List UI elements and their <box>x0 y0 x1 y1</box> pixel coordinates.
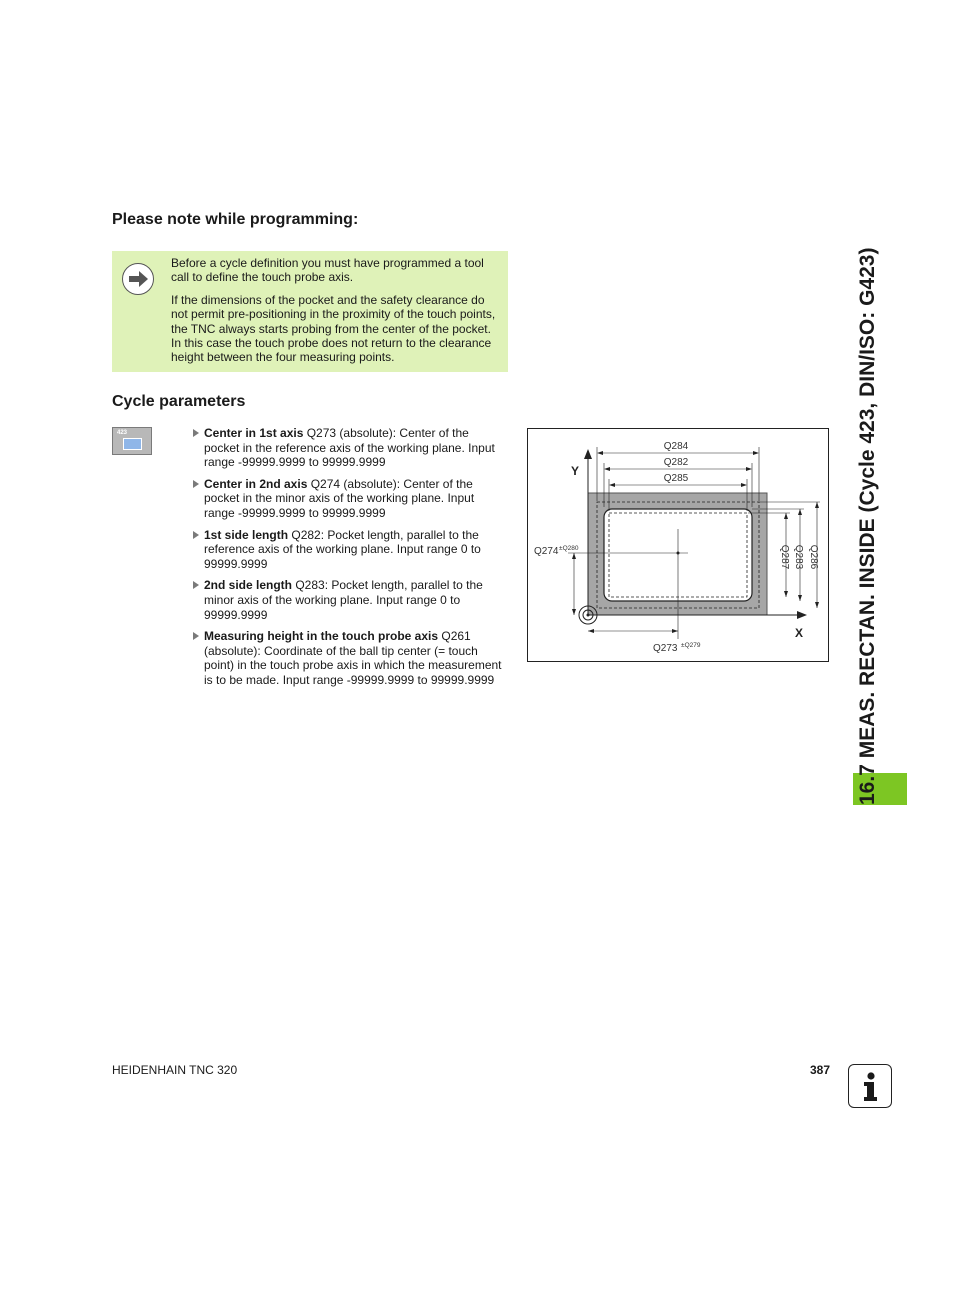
q284-label: Q284 <box>663 441 689 452</box>
param-description: Q261 (absolute): Coordinate of the ball tip center (= touch point) in the touch probe axis in which the measurement is to be made. Input range -99999.9999 to 99999.9999 <box>204 629 502 687</box>
bullet-triangle-icon <box>193 632 199 640</box>
param-description: Q282: Pocket length, parallel to the reference axis of the working plane. Input range 0 to 99999.9999 <box>204 527 481 571</box>
param-1st-side-length <box>192 528 506 572</box>
arrow-right-icon <box>122 263 154 295</box>
bullet-triangle-icon <box>193 581 199 589</box>
param-label: Center in 2nd axis <box>204 476 308 491</box>
q286-label: Q286 <box>808 544 819 570</box>
bullet-triangle-icon <box>193 531 199 539</box>
note-paragraph-1: Before a cycle definition you must have programmed a tool call to define the touch probe axis. <box>171 256 484 285</box>
bullet-triangle-icon <box>193 480 199 488</box>
cycle-parameters-heading: Cycle parameters <box>112 393 246 410</box>
q283-label: Q283 <box>793 544 804 570</box>
param-description: Q274 (absolute): Center of the pocket in the minor axis of the working plane. Input range -99999.9999 to 99999.9999 <box>204 476 475 520</box>
q282-label: Q282 <box>663 457 689 468</box>
cycle-icon-picture <box>123 438 142 450</box>
parameter-list <box>192 426 506 695</box>
axis-y-label: Y <box>571 464 580 478</box>
q285-label: Q285 <box>663 473 689 484</box>
param-description: Q273 (absolute): Center of the pocket in the reference axis of the working plane. Input range -99999.9999 to 99999.9999 <box>204 426 495 470</box>
note-text <box>171 256 501 373</box>
param-description: Q283: Pocket length, parallel to the minor axis of the working plane. Input range 0 to 99999.9999 <box>204 578 483 622</box>
q280-label: ±Q280 <box>559 545 579 552</box>
q287-label: Q287 <box>779 544 790 570</box>
note-box <box>112 251 508 372</box>
q279-label: ±Q279 <box>681 642 701 649</box>
param-label: Center in 1st axis <box>204 426 304 440</box>
chapter-title-vertical: 16.7 MEAS. RECTAN. INSIDE (Cycle 423, DIN/ISO: G423) <box>856 247 879 805</box>
cycle-423-icon <box>112 427 152 455</box>
footer-product: HEIDENHAIN TNC 320 <box>112 1063 238 1077</box>
note-paragraph-2: If the dimensions of the pocket and the safety clearance do not permit pre-positioning in the proximity of the touch points, the TNC always starts probing from the center of the pocket. In this case the touch probe does not return to the clearance height between the four measuring points. <box>171 292 496 365</box>
q274-label: Q274 <box>534 546 559 557</box>
info-icon <box>848 1064 892 1108</box>
q273-label: Q273 <box>653 643 678 654</box>
axis-x-label: X <box>795 626 804 640</box>
bullet-triangle-icon <box>193 429 199 437</box>
param-label: Measuring height in the touch probe axis <box>204 629 439 644</box>
pocket-diagram <box>527 428 829 662</box>
cycle-icon-number: 423 <box>117 430 128 436</box>
param-measuring-height <box>192 629 506 687</box>
param-label: 2nd side length <box>204 578 293 593</box>
param-center-1st-axis <box>192 426 506 470</box>
note-heading: Please note while programming: <box>112 211 359 228</box>
param-label: 1st side length <box>204 527 289 542</box>
param-center-2nd-axis <box>192 477 506 521</box>
page-number: 387 <box>809 1063 830 1077</box>
param-2nd-side-length <box>192 578 506 622</box>
